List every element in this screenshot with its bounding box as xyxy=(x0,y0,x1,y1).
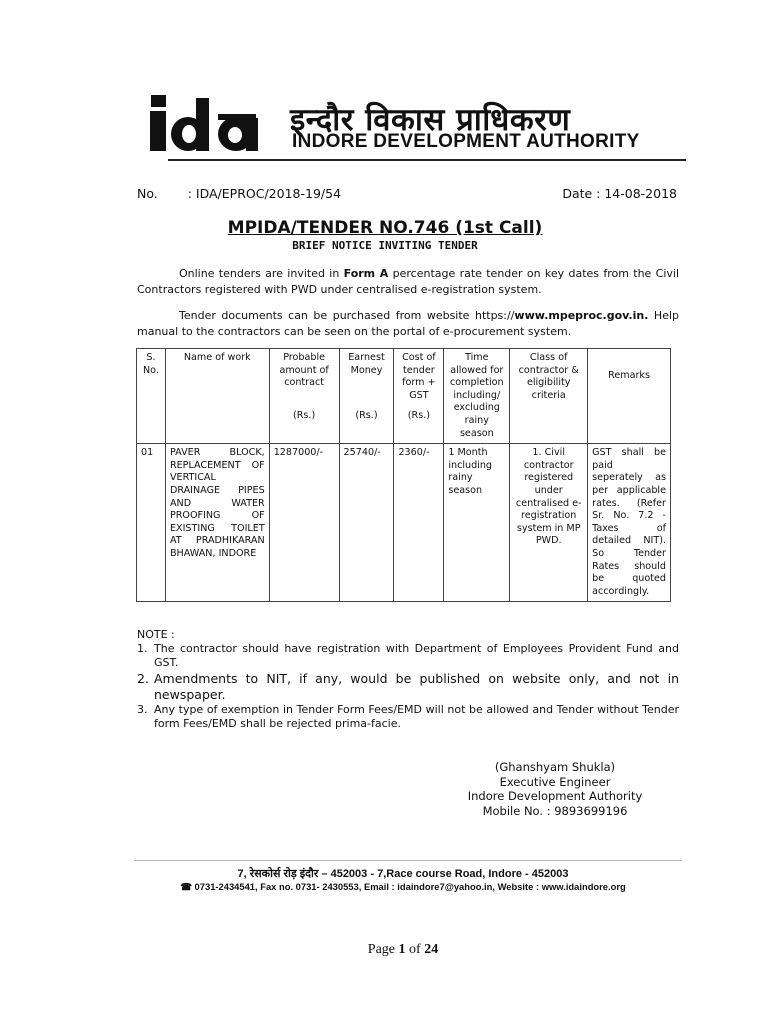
tender-title: MPIDA/TENDER NO.746 (1st Call) xyxy=(227,218,543,238)
table-header-row xyxy=(137,349,671,444)
documents-paragraph xyxy=(137,308,679,340)
footer-divider xyxy=(134,860,682,861)
cell-sno: 01 xyxy=(137,444,166,602)
notice-subtitle: BRIEF NOTICE INVITING TENDER xyxy=(292,239,478,252)
col-earnest-label: Earnest Money xyxy=(348,352,385,376)
note-item xyxy=(137,642,679,670)
page-label: Page xyxy=(367,942,399,957)
header-divider xyxy=(168,159,686,161)
cell-cost: 2360/- xyxy=(394,444,444,602)
signatory-designation: Executive Engineer xyxy=(499,774,611,789)
notes-label: NOTE : xyxy=(137,628,175,641)
cell-time: 1 Month including rainy season xyxy=(444,444,510,602)
note-number: 2. xyxy=(137,671,149,686)
org-name-english: INDORE DEVELOPMENT AUTHORITY xyxy=(292,131,640,152)
col-time: Time allowed for completion including/ excluding rainy season xyxy=(444,349,510,444)
reference-label: No. xyxy=(137,186,158,201)
col-earnest-unit: (Rs.) xyxy=(355,410,378,422)
note-text: The contractor should have registration with Department of Employees Provident Fund and GST. xyxy=(154,642,679,669)
notice-date: Date : 14-08-2018 xyxy=(562,186,677,201)
signatory-name: (Ghanshyam Shukla) xyxy=(494,760,616,774)
cell-earnest: 25740/- xyxy=(339,444,394,602)
address-hindi: 7, रेसकोर्स रोड़ इंदौर – 452003 xyxy=(237,868,368,880)
footer-address xyxy=(0,866,770,881)
col-probable xyxy=(269,349,339,444)
reference-row xyxy=(137,186,677,201)
col-cost-label: Cost of tender form + GST xyxy=(402,352,436,401)
address-english: 7,Race course Road, Indore - 452003 xyxy=(377,868,569,880)
cell-class: 1. Civil contractor registered under centralised e-registration system in MP PWD. xyxy=(510,444,588,602)
note-item xyxy=(137,703,679,731)
col-cost-unit: (Rs.) xyxy=(407,410,430,422)
note-text: Any type of exemption in Tender Form Fees/EMD will not be allowed and Tender without Tender form Fees/EMD shall be rejected prima-facie. xyxy=(154,703,679,730)
org-name-hindi: इन्दौर विकास प्राधिकरण xyxy=(290,102,571,138)
mpeproc-link[interactable]: www.mpeproc.gov.in. xyxy=(514,309,649,322)
reference-number xyxy=(137,186,341,201)
cell-name: PAVER BLOCK, REPLACEMENT OF VERTICAL DRAINAGE PIPES AND WATER PROOFING OF EXISTING TOILET AT PRADHIKARAN BHAWAN, INDORE xyxy=(165,444,269,602)
col-earnest xyxy=(339,349,394,444)
documents-text-cont: Help manual to the contractors can be seen on the portal of e-procurement system. xyxy=(137,309,679,338)
page-of-label: of xyxy=(405,942,425,957)
col-class: Class of contractor & eligibility criteria xyxy=(510,349,588,444)
cell-remarks: GST shall be paid seperately as per applicable rates. (Refer Sr. No. 7.2 - Taxes of detailed NIT). So Tender Rates should be quoted accordingly. xyxy=(588,444,671,602)
note-number: 3. xyxy=(137,703,148,716)
ida-logo xyxy=(148,92,268,154)
documents-text: Tender documents can be purchased from website https:// xyxy=(179,309,515,322)
form-type: Form A xyxy=(343,267,389,280)
col-remarks-label: Remarks xyxy=(608,370,650,382)
table-row xyxy=(137,444,671,602)
col-probable-unit: (Rs.) xyxy=(293,409,316,421)
note-text: Amendments to NIT, if any, would be published on website only, and not in newspaper. xyxy=(154,671,679,702)
notes-list xyxy=(137,642,679,731)
signature-block xyxy=(430,760,680,818)
address-separator: - xyxy=(370,868,375,880)
col-cost xyxy=(394,349,444,444)
page-number xyxy=(0,942,770,958)
intro-paragraph xyxy=(137,266,679,298)
notes-section xyxy=(137,628,679,731)
phone-icon: ☎ xyxy=(180,881,192,892)
intro-text: Online tenders are invited in xyxy=(179,267,344,280)
footer-contact xyxy=(0,881,770,893)
contact-details: 0731-2434541, Fax no. 0731- 2430553, Email : idaindore7@yahoo.in, Website : www.idaindore.org xyxy=(194,881,626,892)
note-number: 1. xyxy=(137,642,148,655)
intro-text-cont: percentage rate tender on key dates from the Civil Contractors registered with PWD under centralised e-registration system. xyxy=(137,267,679,296)
tender-table xyxy=(136,348,671,602)
col-probable-label: Probable amount of contract xyxy=(279,352,329,389)
page-current: 1 xyxy=(398,942,406,957)
page-total: 24 xyxy=(424,942,439,957)
col-remarks xyxy=(588,349,671,444)
cell-probable: 1287000/- xyxy=(269,444,339,602)
col-name: Name of work xyxy=(165,349,269,444)
col-sno: S. No. xyxy=(137,349,166,444)
reference-value: : IDA/EPROC/2018-19/54 xyxy=(187,186,342,201)
note-item xyxy=(137,671,679,702)
signatory-mobile: Mobile No. : 9893699196 xyxy=(482,803,628,818)
signatory-org: Indore Development Authority xyxy=(467,789,643,804)
